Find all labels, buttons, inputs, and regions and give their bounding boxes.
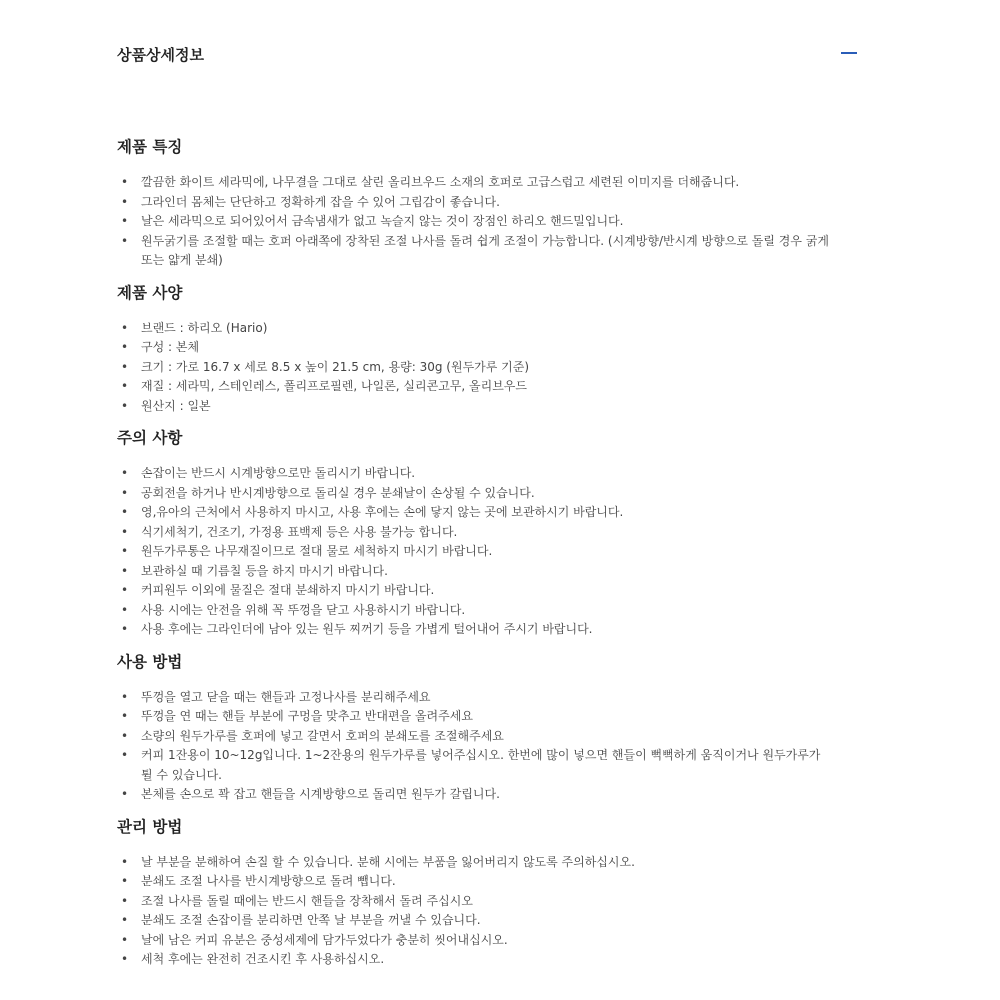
list-item — [117, 911, 833, 931]
list-item-text: 뚜껑을 연 때는 핸들 부분에 구멍을 맞추고 반대편을 올려주세요 — [141, 709, 473, 723]
page-title: 상품상세정보 — [117, 46, 204, 64]
list-item — [117, 338, 833, 358]
list-item-text: 영,유아의 근처에서 사용하지 마시고, 사용 후에는 손에 닿지 않는 곳에 보관하시기 바랍니다. — [141, 505, 624, 519]
list-item-text: 사용 시에는 안전을 위해 꼭 뚜껑을 닫고 사용하시기 바랍니다. — [141, 602, 466, 617]
list-item — [117, 581, 833, 601]
list-item-text: 원두가루통은 나무재질이므로 절대 물로 세척하지 마시기 바랍니다. — [141, 544, 493, 558]
bullet-icon: • — [121, 320, 129, 335]
detail-section — [117, 814, 833, 970]
bullet-icon: • — [121, 563, 129, 578]
bullet-icon: • — [121, 932, 129, 947]
list-item-text: 커피원두 이외에 물질은 절대 분쇄하지 마시기 바랍니다. — [141, 583, 435, 597]
list-item — [117, 853, 833, 873]
list-item-text: 날 부분을 분해하여 손질 할 수 있습니다. 분해 시에는 부품을 잃어버리지 않도록 주의하십시오. — [141, 854, 635, 869]
list-item — [117, 397, 833, 417]
list-item — [117, 542, 833, 562]
list-item-text: 보관하실 때 기름칠 등을 하지 마시기 바랍니다. — [141, 563, 388, 578]
section-title: 사용 방법 — [117, 652, 183, 671]
list-item-text: 분쇄도 조절 손잡이를 분리하면 안쪽 날 부분을 꺼낼 수 있습니다. — [141, 913, 481, 927]
list-item — [117, 601, 833, 621]
list-item-text: 깔끔한 화이트 세라믹에, 나무결을 그대로 살린 올리브우드 소재의 호퍼로 고급스럽고 세련된 이미지를 더해줍니다. — [141, 175, 740, 189]
list-item — [117, 319, 833, 339]
section-list — [117, 319, 833, 417]
list-item — [117, 232, 833, 271]
list-item — [117, 950, 833, 970]
list-item-text: 세척 후에는 완전히 건조시킨 후 사용하십시오. — [141, 952, 385, 966]
bullet-icon: • — [121, 466, 129, 480]
section-title: 주의 사항 — [117, 429, 183, 447]
list-item-text: 날에 남은 커피 유분은 중성세제에 담가두었다가 충분히 씻어내십시오. — [141, 932, 508, 947]
bullet-icon: • — [121, 505, 129, 519]
list-item-text: 손잡이는 반드시 시계방향으로만 돌리시기 바랍니다. — [141, 466, 416, 480]
list-item — [117, 212, 833, 232]
list-item-text: 브랜드 : 하리오 (Hario) — [141, 320, 268, 335]
bullet-icon: • — [121, 748, 129, 762]
bullet-icon: • — [121, 728, 129, 743]
detail-section — [117, 425, 833, 640]
list-item — [117, 620, 833, 640]
list-item-text: 조절 나사를 돌릴 때에는 반드시 핸들을 장착해서 돌려 주십시오 — [141, 893, 473, 908]
section-list — [117, 464, 833, 640]
bullet-icon: • — [121, 485, 129, 500]
detail-section — [117, 649, 833, 805]
list-item — [117, 688, 833, 708]
list-item — [117, 503, 833, 523]
detail-section — [117, 134, 833, 271]
bullet-icon: • — [121, 233, 129, 248]
list-item-text: 분쇄도 조절 나사를 반시계방향으로 돌려 뺍니다. — [141, 874, 396, 888]
list-item — [117, 358, 833, 378]
bullet-icon: • — [121, 340, 129, 354]
bullet-icon: • — [121, 913, 129, 927]
list-item — [117, 523, 833, 543]
bullet-icon: • — [121, 379, 129, 393]
section-title: 제품 사양 — [117, 283, 183, 302]
list-item — [117, 872, 833, 892]
bullet-icon: • — [121, 175, 129, 189]
product-detail-header — [117, 38, 859, 72]
list-item — [117, 464, 833, 484]
bullet-icon: • — [121, 214, 129, 228]
minus-icon — [841, 52, 857, 54]
list-item — [117, 746, 833, 785]
list-item-text: 사용 후에는 그라인더에 남아 있는 원두 찌꺼기 등을 가볍게 털어내어 주시기 바랍니다. — [141, 622, 593, 636]
list-item — [117, 484, 833, 504]
section-list — [117, 173, 833, 271]
list-item-text: 뚜껑을 열고 닫을 때는 핸들과 고정나사를 분리해주세요 — [141, 689, 431, 704]
list-item — [117, 707, 833, 727]
bullet-icon: • — [121, 709, 129, 723]
list-item — [117, 193, 833, 213]
product-detail-content — [117, 134, 833, 979]
bullet-icon: • — [121, 602, 129, 617]
list-item — [117, 785, 833, 805]
list-item — [117, 892, 833, 912]
list-item-text: 본체를 손으로 꽉 잡고 핸들을 시계방향으로 돌리면 원두가 갈립니다. — [141, 787, 500, 801]
bullet-icon: • — [121, 544, 129, 558]
list-item-text: 소량의 원두가루를 호퍼에 넣고 갈면서 호퍼의 분쇄도를 조절해주세요 — [141, 728, 504, 743]
bullet-icon: • — [121, 398, 129, 413]
bullet-icon: • — [121, 524, 129, 539]
bullet-icon: • — [121, 874, 129, 888]
list-item — [117, 727, 833, 747]
detail-section — [117, 280, 833, 417]
list-item-text: 구성 : 본체 — [141, 340, 200, 354]
section-title: 제품 특징 — [117, 138, 183, 156]
list-item-text: 커피 1잔용이 10~12g입니다. 1~2잔용의 원두가루를 넣어주십시오. 한번에 많이 넣으면 핸들이 뻑뻑하게 움직이거나 원두가루가 튈 수 있습니다. — [141, 748, 821, 782]
list-item-text: 식기세척기, 건조기, 가정용 표백제 등은 사용 불가능 합니다. — [141, 524, 458, 539]
section-list — [117, 853, 833, 970]
list-item — [117, 931, 833, 951]
section-list — [117, 688, 833, 805]
list-item-text: 원두굵기를 조절할 때는 호퍼 아래쪽에 장착된 조절 나사를 돌려 쉽게 조절이 가능합니다. (시계방향/반시계 방향으로 돌릴 경우 굵게 또는 얇게 분쇄) — [141, 233, 829, 267]
list-item — [117, 173, 833, 193]
bullet-icon: • — [121, 952, 129, 966]
list-item-text: 그라인더 몸체는 단단하고 정확하게 잡을 수 있어 그립감이 좋습니다. — [141, 194, 500, 209]
bullet-icon: • — [121, 854, 129, 869]
list-item-text: 공회전을 하거나 반시계방향으로 돌리실 경우 분쇄날이 손상될 수 있습니다. — [141, 485, 535, 500]
bullet-icon: • — [121, 194, 129, 209]
section-title: 관리 방법 — [117, 817, 183, 836]
list-item — [117, 377, 833, 397]
bullet-icon: • — [121, 583, 129, 597]
collapse-toggle-button[interactable] — [839, 38, 859, 66]
list-item-text: 날은 세라믹으로 되어있어서 금속냄새가 없고 녹슬지 않는 것이 장점인 하리오 핸드밀입니다. — [141, 214, 624, 228]
bullet-icon: • — [121, 689, 129, 704]
bullet-icon: • — [121, 359, 129, 374]
list-item-text: 원산지 : 일본 — [141, 398, 211, 413]
bullet-icon: • — [121, 787, 129, 801]
bullet-icon: • — [121, 622, 129, 636]
list-item-text: 크기 : 가로 16.7 x 세로 8.5 x 높이 21.5 cm, 용량: 30g (원두가루 기준) — [141, 359, 530, 374]
list-item — [117, 562, 833, 582]
list-item-text: 재질 : 세라믹, 스테인레스, 폴리프로필렌, 나일론, 실리콘고무, 올리브우드 — [141, 379, 527, 393]
bullet-icon: • — [121, 893, 129, 908]
